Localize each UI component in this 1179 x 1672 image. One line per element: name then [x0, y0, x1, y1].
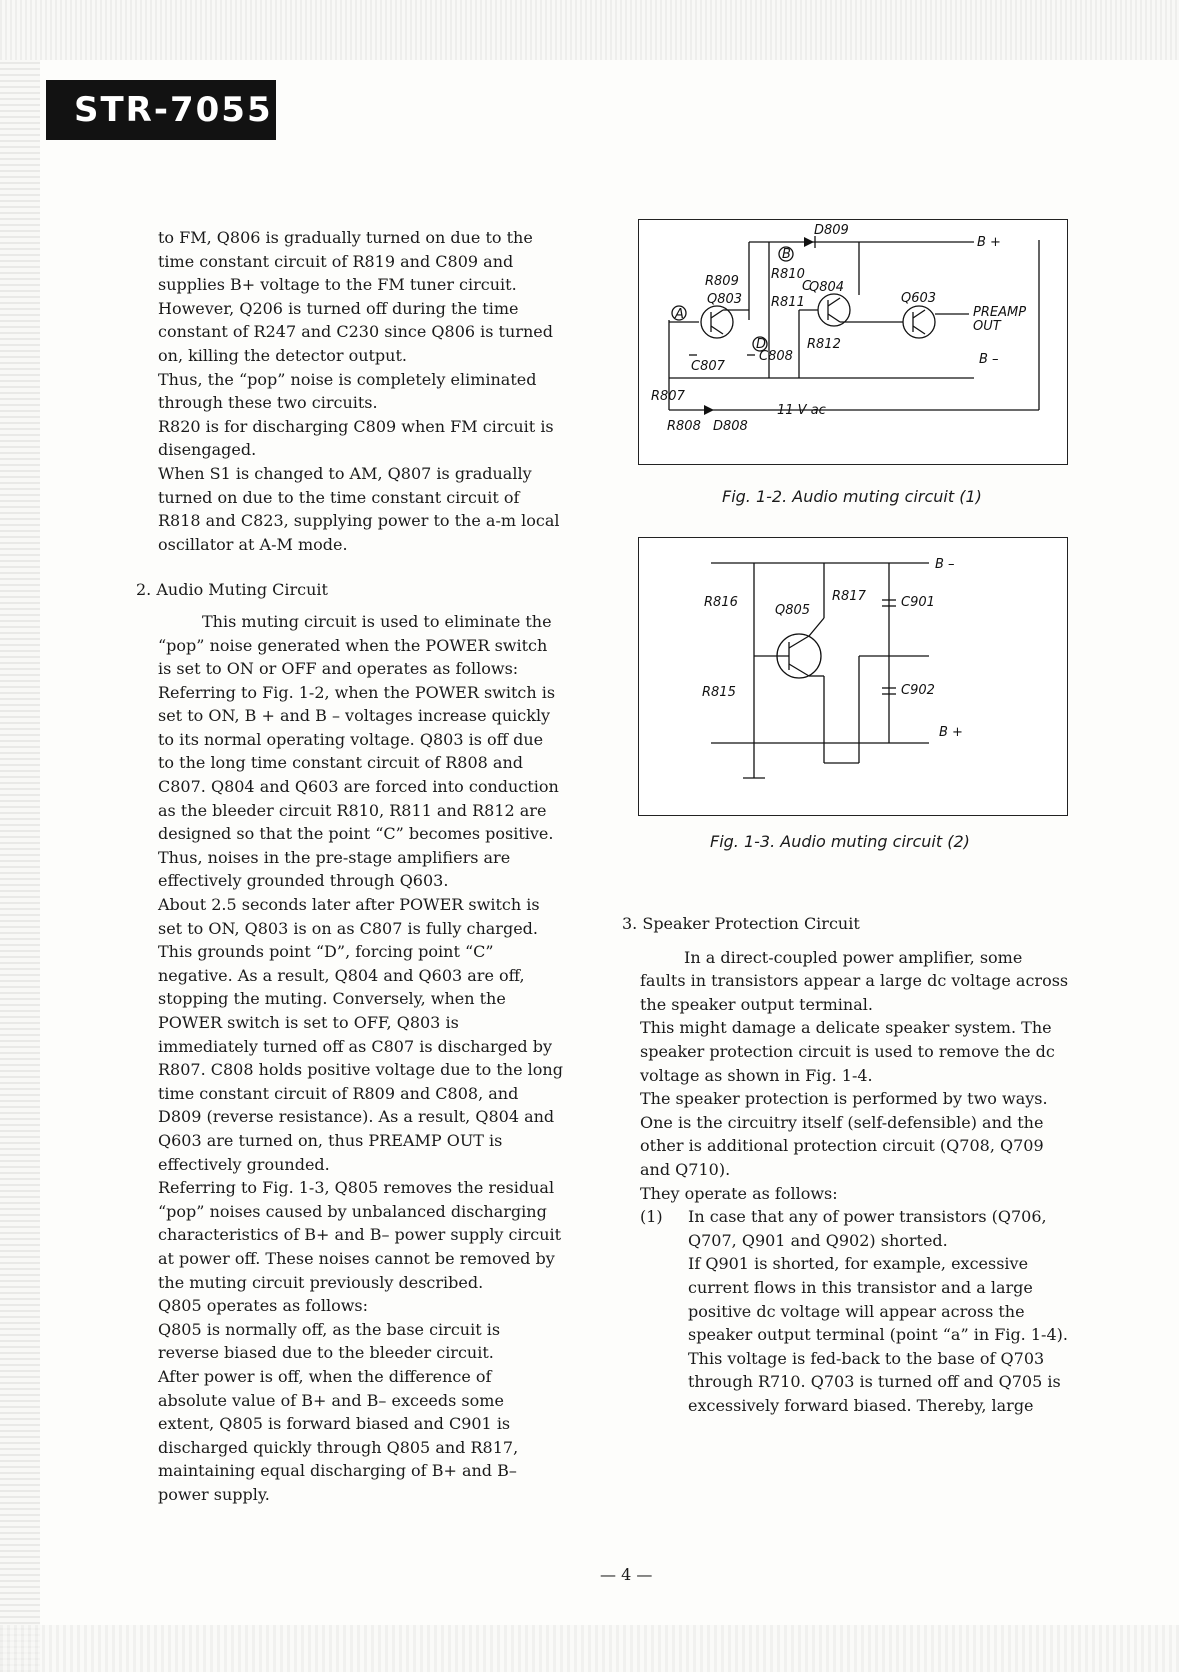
label-bminus: B – — [979, 352, 999, 367]
label-out: OUT — [973, 319, 1001, 334]
label-preamp: PREAMP — [973, 305, 1027, 320]
label-r816: R816 — [704, 595, 738, 610]
scan-left-edge — [0, 60, 40, 1672]
figure-audio-muting-circuit-2 — [638, 537, 1068, 816]
paragraph: In case that any of power transistors (Q706, Q707, Q901 and Q902) shorted. — [688, 1207, 1047, 1250]
label-c901: C901 — [901, 595, 935, 610]
label-bminus: B – — [935, 557, 955, 572]
paragraph: The speaker protection is performed by two ways. One is the circuitry itself (self-defensible) and the other is additional protection circuit (Q708, Q709 and Q710). — [640, 1089, 1048, 1179]
label-point-c: C — [802, 279, 812, 294]
label-point-a: A — [675, 307, 684, 322]
paragraph: If Q901 is shorted, for example, excessive current flows in this transistor and a large positive dc voltage will appear across the speaker output terminal (point “a” in Fig. 1-4). — [688, 1254, 1068, 1345]
right-column — [622, 912, 1070, 1417]
paragraph: This might damage a delicate speaker system. The speaker protection circuit is used to remove the dc voltage as shown in Fig. 1-4. — [640, 1018, 1055, 1085]
label-point-b: B — [782, 247, 791, 262]
section-heading-speaker-protection: 3. Speaker Protection Circuit — [622, 914, 860, 933]
label-q603: Q603 — [901, 291, 937, 306]
label-c808: C808 — [759, 349, 793, 364]
label-point-d: D — [756, 337, 767, 352]
label-r808: R808 — [667, 419, 701, 434]
paragraph: This voltage is fed-back to the base of Q703 through R710. Q703 is turned off and Q705 is excessively forward biased. Thereby, large — [688, 1348, 1061, 1415]
schematic-2 — [639, 538, 1067, 815]
label-r812: R812 — [807, 337, 841, 352]
paragraph: About 2.5 seconds later after POWER switch is set to ON, Q803 is on as C807 is fully charged. This grounds point “D”, forcing point “C” negative. As a result, Q804 and Q603 are off, stopping the muting. Conversely, when the POWER switch is set to OFF, Q803 is immediately turned off as C807 is discharged by R807. C808 holds positive voltage due to the long time constant circuit of R809 and C808, and D809 (reverse resistance). As a result, Q804 and Q603 are turned on, thus PREAMP OUT is effectively grounded. — [158, 895, 563, 1174]
paragraph: R820 is for discharging C809 when FM circuit is disengaged. — [158, 416, 554, 460]
label-d809: D809 — [814, 223, 849, 238]
label-d808: D808 — [713, 419, 748, 434]
label-r809: R809 — [705, 274, 739, 289]
paragraph: This muting circuit is used to eliminate the “pop” noise generated when the POWER switch is set to ON or OFF and operates as follows: Referring to Fig. 1-2, when the POWER switch is set to ON, B + and B – voltages increase quickly to its normal operating voltage. Q803 is off due to the long time constant circuit of R808 and C807. Q804 and Q603 are forced into conduction as the bleeder circuit R810, R811 and R812 are designed so that the point “C” becomes positive. Thus, noises in the pre-stage amplifiers are effectively grounded through Q603. — [158, 611, 559, 891]
section-heading-audio-muting: 2. Audio Muting Circuit — [136, 580, 328, 600]
label-c807: C807 — [691, 359, 725, 374]
paragraph: Q805 is normally off, as the base circuit is reverse biased due to the bleeder circuit. — [158, 1319, 501, 1363]
schematic-1 — [639, 220, 1067, 464]
left-column — [136, 226, 563, 1506]
label-q803: Q803 — [707, 292, 743, 307]
figure-audio-muting-circuit-1 — [638, 219, 1068, 465]
label-bplus: B + — [939, 725, 963, 740]
list-item — [640, 1205, 1070, 1417]
label-c902: C902 — [901, 683, 935, 698]
paragraph: Referring to Fig. 1-3, Q805 removes the residual “pop” noises caused by unbalanced discharging characteristics of B+ and B– power supply circuit at power off. These noises cannot be removed by the muting circuit previously described. — [158, 1178, 562, 1292]
label-r810: R810 — [771, 267, 805, 282]
page-number: — 4 — — [600, 1565, 653, 1584]
list-number: (1) — [640, 1207, 663, 1227]
paragraph: In a direct-coupled power amplifier, some faults in transistors appear a large dc voltage across the speaker output terminal. — [640, 947, 1069, 1014]
label-r817: R817 — [832, 589, 866, 604]
paragraph: When S1 is changed to AM, Q807 is gradually turned on due to the time constant circuit of R818 and C823, supplying power to the a-m local oscillator at A-M mode. — [158, 463, 560, 554]
scan-bottom-edge — [0, 1625, 1179, 1672]
paragraph: to FM, Q806 is gradually turned on due to the time constant circuit of R819 and C809 and supplies B+ voltage to the FM tuner circuit. — [158, 228, 533, 295]
label-r815: R815 — [702, 685, 736, 700]
figure-caption: Fig. 1-2. Audio muting circuit (1) — [722, 487, 982, 506]
label-q804: Q804 — [809, 280, 845, 295]
figure-caption: Fig. 1-3. Audio muting circuit (2) — [710, 832, 970, 851]
scan-top-edge — [0, 0, 1179, 60]
label-vac: 11 V ac — [777, 403, 826, 418]
label-bplus: B + — [977, 235, 1001, 250]
paragraph: After power is off, when the difference of absolute value of B+ and B– exceeds some extent, Q805 is forward biased and C901 is discharged quickly through Q805 and R817, maintaining equal discharging of B+ and B– power supply. — [158, 1366, 519, 1504]
paragraph: However, Q206 is turned off during the time constant of R247 and C230 since Q806 is turned on, killing the detector output. — [158, 298, 553, 365]
model-badge: STR-7055 — [46, 80, 276, 140]
paragraph: Q805 operates as follows: — [158, 1296, 369, 1316]
paragraph: They operate as follows: — [640, 1183, 838, 1203]
label-q805: Q805 — [775, 603, 811, 618]
paragraph: Thus, the “pop” noise is completely eliminated through these two circuits. — [158, 369, 537, 413]
label-r807: R807 — [651, 389, 685, 404]
label-r811: R811 — [771, 295, 805, 310]
